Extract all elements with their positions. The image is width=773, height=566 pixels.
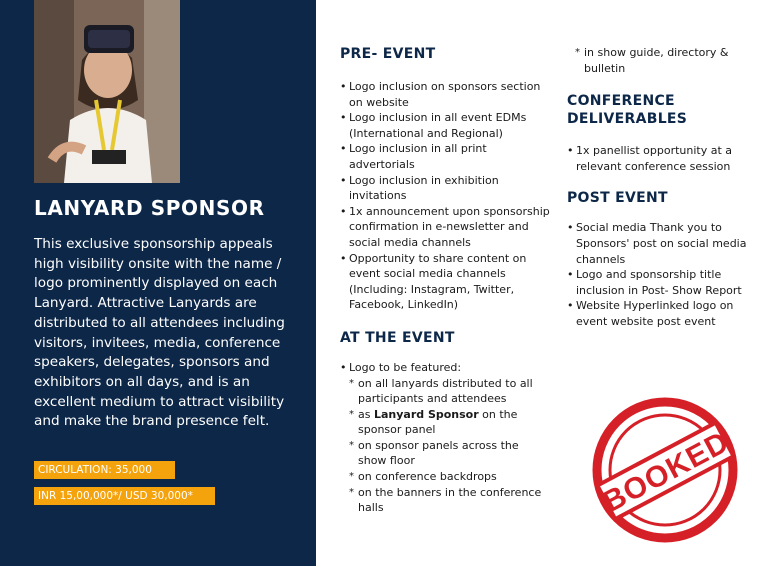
- sub-item: * on the banners in the conference halls: [349, 485, 550, 516]
- list-item: • Logo inclusion in all event EDMs (International and Regional): [340, 110, 550, 141]
- sub-item: * on sponsor panels across the show floor: [349, 438, 550, 469]
- list-item: • 1x announcement upon sponsorship confirmation in e-newsletter and social media channels: [340, 204, 550, 251]
- sub-item-text: as: [358, 407, 374, 421]
- at-event-heading: AT THE EVENT: [340, 329, 455, 346]
- list-item: • Opportunity to share content on event social media channels (Including: Instagram, Twitter, Facebook, LinkedIn): [340, 251, 550, 313]
- left-panel: [0, 0, 316, 566]
- sponsor-description: This exclusive sponsorship appeals high visibility onsite with the name / logo prominently displayed on each Lanyard. Attractive Lanyards are distributed to all attendees including visitors, invitees, media, conference speakers, delegates, sponsors and exhibitors on all days, and is an excellent medium to attract visibility and make the brand presence felt.: [34, 236, 285, 430]
- sub-item: * on conference backdrops: [349, 469, 550, 485]
- list-item: • Social media Thank you to Sponsors' post on social media channels: [567, 220, 757, 267]
- at-event-intro: Logo to be featured:: [349, 360, 462, 374]
- conference-list: [567, 143, 757, 174]
- sponsor-title: LANYARD SPONSOR: [34, 196, 265, 220]
- stamp-text: BOOKED: [597, 425, 735, 520]
- list-item: • 1x panellist opportunity at a relevant conference session: [567, 143, 757, 174]
- list-item: • Logo and sponsorship title inclusion in Post- Show Report: [567, 267, 757, 298]
- sub-item: * on all lanyards distributed to all participants and attendees: [349, 376, 550, 407]
- post-event-heading: POST EVENT: [567, 190, 668, 207]
- list-item: • Website Hyperlinked logo on event website post event: [567, 298, 757, 329]
- list-item: • Logo inclusion in exhibition invitations: [340, 173, 550, 204]
- pre-event-heading: PRE- EVENT: [340, 46, 436, 62]
- column-conference-and-post-event: [567, 45, 757, 330]
- continued-list: [575, 45, 757, 76]
- conference-deliverables-heading: CONFERENCE DELIVERABLES: [567, 93, 688, 128]
- post-event-list: [567, 220, 757, 329]
- at-event-sublist: [349, 376, 550, 516]
- vr-user-photo: [34, 0, 180, 183]
- lanyard-sponsor-emphasis: Lanyard Sponsor: [373, 407, 479, 421]
- circulation-badge: CIRCULATION: 35,000: [34, 461, 175, 479]
- booked-stamp: [590, 395, 740, 545]
- price-badge: INR 15,00,000*/ USD 30,000*: [34, 487, 215, 505]
- list-item: • Logo inclusion in all print advertorials: [340, 141, 550, 172]
- list-item: • Logo inclusion on sponsors section on website: [340, 79, 550, 110]
- column-pre-and-at-event: [340, 45, 550, 516]
- pre-event-list: [340, 79, 550, 313]
- sub-item-text: on the sponsor panel: [358, 407, 518, 437]
- list-item: [340, 360, 550, 516]
- sub-item: [349, 407, 550, 438]
- at-event-list: [340, 360, 550, 516]
- sub-item: * in show guide, directory & bulletin: [575, 45, 757, 76]
